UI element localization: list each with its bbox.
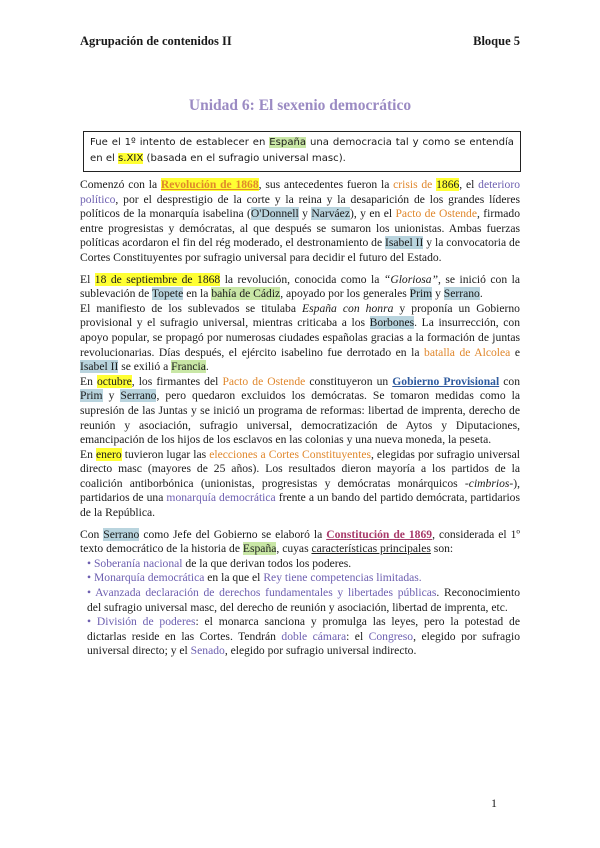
paragraph-elecciones: En enero tuvieron lugar las elecciones a Cortes Constituyentes, elegidas por sufragio universal directo masc (mayores de 25 años). Los resultados dieron mayoría a los partidos de la coalición antiborbónica (unionistas, progresistas y demócratas monárquicos -cimbrios-), partidarios de una monarquía democrática frente a un bando del partido demócrata, partidarios de la República.: [80, 447, 521, 520]
bullet-icon: •: [87, 556, 92, 570]
summary-box: Fue el 1º intento de establecer en España una democracia tal y como se entendía en el s.XIX (basada en el sufragio universal masc).: [83, 131, 521, 172]
page-header: [80, 34, 520, 49]
paragraph-manifiesto: El manifiesto de los sublevados se titulaba España con honra y proponía un Gobierno provisional y el sufragio universal, mientras criticaba a los Borbones. La insurrección, con apoyo popular, se propagó por numerosas ciudades españolas gracias a la formación de juntas revolucionarias. Días después, el ejército isabelino fue derrotado en la batalla de Alcolea e Isabel II se exilió a Francia.: [80, 301, 521, 374]
list-item: • Avanzada declaración de derechos fundamentales y libertades públicas. Reconocimiento del sufragio universal masc, del derecho de reunión y asociación, libertad de imprenta, etc.: [87, 586, 520, 614]
paragraph-gloriosa: El 18 de septiembre de 1868 la revolución, conocida como la “Gloriosa”, se inició con la sublevación de Topete en la bahía de Cádiz, apoyado por los generales Prim y Serrano.: [80, 272, 520, 301]
paragraph-constitucion: Con Serrano como Jefe del Gobierno se elaboró la Constitución de 1869, considerada el 1º texto democrático de la historia de España, cuyas características principales son:: [80, 527, 520, 556]
paragraph-gobierno-provisional: En octubre, los firmantes del Pacto de Ostende constituyeron un Gobierno Provisional con Prim y Serrano, pero quedaron excluidos los demócratas. Se tomaron medidas como la supresión de las Juntas y se inició un programa de reformas: libertad de imprenta, derecho de reunión y asociación, sufragio universal, democratización de Aytos y Diputaciones, emancipación de los hijos de los esclavos en las colonias y una nueva moneda, la peseta.: [80, 374, 521, 447]
header-right: Bloque 5: [473, 34, 520, 48]
page-number: 1: [491, 796, 497, 810]
list-item: • División de poderes: el monarca sanciona y promulga las leyes, pero la potestad de dictarlas reside en las Cortes. Tendrán doble cámara: el Congreso, elegido por sufragio universal directo; y el Senado, elegido por sufragio universal indirecto.: [87, 615, 520, 658]
characteristics-list: [80, 557, 520, 659]
unit-title: Unidad 6: El sexenio democrático: [188, 97, 412, 114]
document-body: [80, 178, 520, 659]
bullet-icon: •: [87, 615, 92, 629]
bullet-icon: •: [87, 571, 92, 585]
list-item: • Soberanía nacional de la que derivan todos los poderes.: [87, 556, 352, 570]
list-item: • Monarquía democrática en la que el Rey tiene competencias limitadas.: [87, 571, 422, 585]
paragraph-antecedentes: Comenzó con la Revolución de 1868, sus antecedentes fueron la crisis de 1866, el deterioro político, por el desprestigio de la corte y la reina y la desaparición de los grandes líderes políticos de la monarquía isabelina (O'Donnell y Narváez), y en el Pacto de Ostende, firmado entre progresistas y demócratas, al que después se sumaron los unionistas. Ambas fuerzas políticas acordaron el fin del rég moderado, el destronamiento de Isabel II y la convocatoria de Cortes Constituyentes por sufragio universal para decidir el futuro del Estado.: [80, 178, 521, 264]
bullet-icon: •: [87, 586, 92, 600]
header-left: Agrupación de contenidos II: [80, 34, 232, 48]
